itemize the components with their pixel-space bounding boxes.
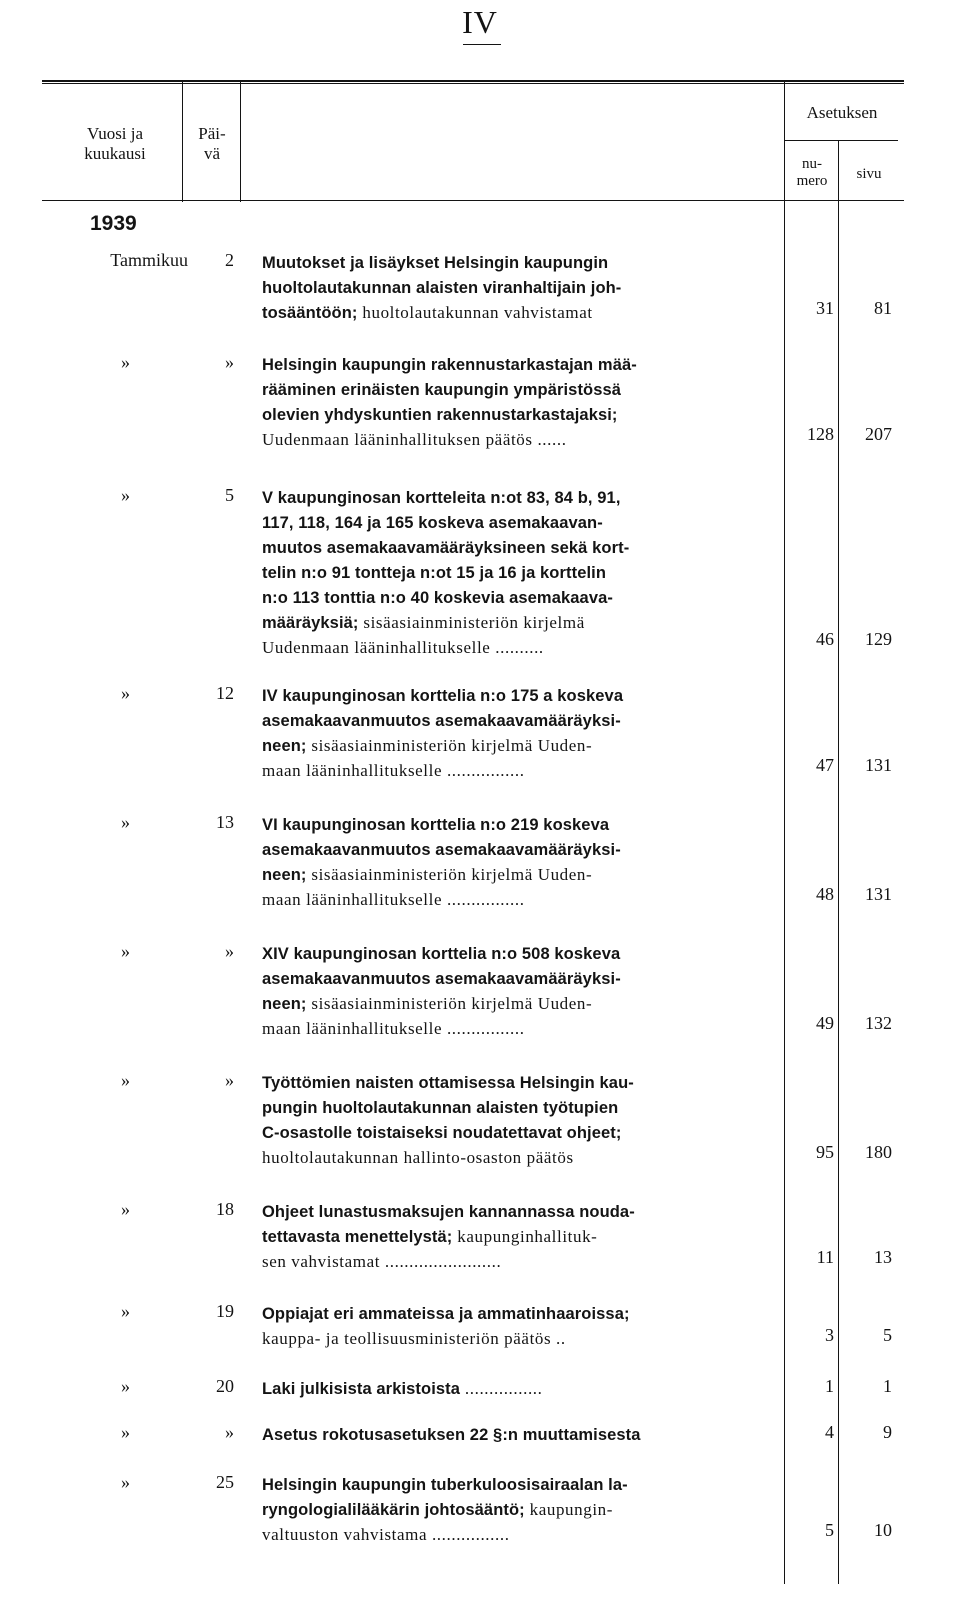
decree-number: 47 — [816, 755, 834, 775]
decree-number: 31 — [816, 298, 834, 318]
entry-title-line — [262, 733, 782, 758]
entry-month-ditto: » — [121, 1199, 130, 1219]
decree-page: 13 — [874, 1247, 892, 1267]
entry-title-bold: olevien yhdyskuntien rakennustarkastajaksi; — [262, 406, 618, 424]
entry-title-source: sisäasiainministeriön kirjelmä Uuden- — [306, 994, 593, 1013]
entry-title-line — [262, 560, 782, 585]
entry-title-line — [262, 485, 782, 510]
decree-number: 49 — [816, 1013, 834, 1033]
entry-title-source: valtuuston vahvistama ................ — [262, 1525, 510, 1544]
table-top-rule — [42, 80, 904, 82]
entry-title-source: Uudenmaan lääninhallituksen päätös ...... — [262, 430, 567, 449]
entry-day: 13 — [216, 812, 234, 832]
entry-title-line — [262, 683, 782, 708]
entry-title-line — [262, 1497, 782, 1522]
entry-day: » — [225, 1070, 234, 1090]
entry-title-bold: Muutokset ja lisäykset Helsingin kaupungin — [262, 254, 609, 272]
entry-title-line — [262, 1120, 782, 1145]
divider-day-text-header — [240, 82, 241, 202]
entry-title-line — [262, 1301, 782, 1326]
entry-title-line — [262, 1145, 782, 1170]
col-header-decree: Asetuksen — [806, 103, 878, 122]
entry-title — [262, 812, 782, 912]
entry-title-line — [262, 966, 782, 991]
decree-page: 81 — [874, 298, 892, 318]
col-header-day: Päi- vä — [198, 124, 226, 163]
entry-title-line — [262, 837, 782, 862]
page-number-underline — [463, 44, 501, 45]
entry-title-source: huoltolautakunnan hallinto-osaston päätös — [262, 1148, 574, 1167]
entry-title-line — [262, 1522, 782, 1547]
entry-month: Tammikuu — [110, 250, 188, 270]
entry-month-ditto: » — [121, 1422, 130, 1442]
entry-title-source: kaupunginhallituk- — [452, 1227, 598, 1246]
entry-title-line — [262, 1070, 782, 1095]
entry-title-line — [262, 427, 782, 452]
decree-number: 4 — [825, 1422, 834, 1442]
entry-title-line — [262, 1095, 782, 1120]
entry-title-line — [262, 535, 782, 560]
entry-title-source: maan lääninhallitukselle ................ — [262, 890, 525, 909]
entry-title-bold: rääminen erinäisten kaupungin ympäristössä — [262, 381, 622, 399]
entry-title — [262, 1422, 782, 1447]
decree-page: 180 — [865, 1142, 892, 1162]
entry-title-line — [262, 635, 782, 660]
divider-text-number — [784, 82, 785, 1584]
entry-title — [262, 1301, 782, 1351]
col-header-date: Vuosi ja kuukausi — [84, 124, 146, 163]
entry-title-bold: huoltolautakunnan alaisten viranhaltijain joh- — [262, 279, 622, 297]
col-header-page: sivu — [856, 166, 882, 182]
decree-page: 207 — [865, 424, 892, 444]
entry-title-bold: asemakaavanmuutos asemakaavamääräyksi- — [262, 712, 621, 730]
entry-title-bold: Oppiajat eri ammateissa ja ammatinhaaroissa; — [262, 1305, 630, 1323]
entry-title-source: maan lääninhallitukselle ................ — [262, 761, 525, 780]
entry-title-bold: Työttömien naisten ottamisessa Helsingin kau- — [262, 1074, 634, 1092]
page-number: IV — [462, 4, 498, 40]
entry-title-bold: Helsingin kaupungin tuberkuloosisairaalan la- — [262, 1476, 628, 1494]
entry-day: 20 — [216, 1376, 234, 1396]
entry-title-bold: Asetus rokotusasetuksen 22 §:n muuttamisesta — [262, 1426, 641, 1444]
entry-title — [262, 1376, 782, 1401]
decree-number: 11 — [816, 1247, 834, 1267]
entry-title-line — [262, 887, 782, 912]
entry-title-line — [262, 377, 782, 402]
entry-month-ditto: » — [121, 683, 130, 703]
entry-title-bold: asemakaavanmuutos asemakaavamääräyksi- — [262, 841, 621, 859]
entry-title-line — [262, 1249, 782, 1274]
decree-number: 3 — [825, 1325, 834, 1345]
entry-title — [262, 1472, 782, 1547]
entry-day: 18 — [216, 1199, 234, 1219]
entry-title-line — [262, 585, 782, 610]
decree-header-rule — [784, 140, 898, 141]
decree-number: 1 — [825, 1376, 834, 1396]
entry-title — [262, 683, 782, 783]
entry-title-bold: V kaupunginosan kortteleita n:ot 83, 84 b, 91, — [262, 489, 621, 507]
entry-title-line — [262, 510, 782, 535]
entry-title-bold: telin n:o 91 tontteja n:ot 15 ja 16 ja korttelin — [262, 564, 607, 582]
entry-day: 19 — [216, 1301, 234, 1321]
decree-page: 10 — [874, 1520, 892, 1540]
decree-number: 128 — [807, 424, 834, 444]
entry-title — [262, 1070, 782, 1170]
entry-title-bold: XIV kaupunginosan korttelia n:o 508 koskeva — [262, 945, 621, 963]
entry-title-line — [262, 1376, 782, 1401]
entry-day: 12 — [216, 683, 234, 703]
entry-title-source: maan lääninhallitukselle ................ — [262, 1019, 525, 1038]
entry-title-line — [262, 300, 782, 325]
entry-title — [262, 1199, 782, 1274]
entry-title — [262, 352, 782, 452]
decree-number: 46 — [816, 629, 834, 649]
header-bottom-rule — [42, 200, 904, 201]
entry-title — [262, 485, 782, 660]
entry-month-ditto: » — [121, 1472, 130, 1492]
col-header-number: nu- mero — [796, 156, 828, 189]
decree-page: 131 — [865, 755, 892, 775]
entry-month-ditto: » — [121, 812, 130, 832]
entry-title-bold: 117, 118, 164 ja 165 koskeva asemakaavan- — [262, 514, 603, 532]
entry-title-bold: muutos asemakaavamääräyksineen sekä kort- — [262, 539, 630, 557]
entry-title-bold: neen; — [262, 866, 307, 884]
entry-title-line — [262, 812, 782, 837]
entry-title-source: sen vahvistamat ........................ — [262, 1252, 502, 1271]
entry-title-bold: neen; — [262, 737, 307, 755]
divider-date-day-header — [182, 82, 183, 202]
entry-title-line — [262, 1199, 782, 1224]
entry-day: » — [225, 352, 234, 372]
entry-title-bold: tettavasta menettelystä; — [262, 1228, 453, 1246]
entry-title-bold: pungin huoltolautakunnan alaisten työtupien — [262, 1099, 619, 1117]
divider-number-page — [838, 140, 839, 1584]
entry-title-line — [262, 1326, 782, 1351]
entry-title-bold: määräyksiä; — [262, 614, 359, 632]
entry-day: » — [225, 1422, 234, 1442]
decree-page: 9 — [883, 1422, 892, 1442]
entry-title-bold: VI kaupunginosan korttelia n:o 219 koskeva — [262, 816, 610, 834]
entry-title-bold: C-osastolle toistaiseksi noudatettavat ohjeet; — [262, 1124, 622, 1142]
entry-title-line — [262, 708, 782, 733]
entry-month-ditto: » — [121, 1070, 130, 1090]
entry-title-source: ................ — [460, 1379, 543, 1398]
entry-month-ditto: » — [121, 352, 130, 372]
entry-title-line — [262, 402, 782, 427]
entry-title-bold: Ohjeet lunastusmaksujen kannannassa nouda- — [262, 1203, 635, 1221]
entry-title-bold: neen; — [262, 995, 307, 1013]
year-label: 1939 — [90, 212, 137, 235]
entry-title — [262, 250, 782, 325]
entry-title-source: sisäasiainministeriön kirjelmä Uuden- — [306, 865, 593, 884]
entry-title-line — [262, 862, 782, 887]
decree-page: 5 — [883, 1325, 892, 1345]
decree-page: 129 — [865, 629, 892, 649]
entry-title-source: kauppa- ja teollisuusministeriön päätös .. — [262, 1329, 566, 1348]
entry-title — [262, 941, 782, 1041]
entry-day: » — [225, 941, 234, 961]
entry-title-line — [262, 941, 782, 966]
decree-number: 5 — [825, 1520, 834, 1540]
entry-title-source: huoltolautakunnan vahvistamat — [357, 303, 593, 322]
entry-day: 25 — [216, 1472, 234, 1492]
entry-title-bold: asemakaavanmuutos asemakaavamääräyksi- — [262, 970, 621, 988]
entry-title-bold: tosääntöön; — [262, 304, 358, 322]
entry-title-line — [262, 1224, 782, 1249]
entry-month-ditto: » — [121, 485, 130, 505]
entry-title-line — [262, 1422, 782, 1447]
entry-title-line — [262, 758, 782, 783]
entry-title-source: Uudenmaan lääninhallitukselle .......... — [262, 638, 544, 657]
table-top-rule-inner — [42, 83, 904, 84]
entry-month-ditto: » — [121, 941, 130, 961]
decree-number: 95 — [816, 1142, 834, 1162]
decree-page: 132 — [865, 1013, 892, 1033]
entry-title-source: sisäasiainministeriön kirjelmä Uuden- — [306, 736, 593, 755]
entry-month-ditto: » — [121, 1301, 130, 1321]
entry-title-line — [262, 1472, 782, 1497]
entry-title-line — [262, 610, 782, 635]
entry-title-source: kaupungin- — [524, 1500, 614, 1519]
decree-page: 131 — [865, 884, 892, 904]
entry-title-line — [262, 352, 782, 377]
entry-day: 2 — [225, 250, 234, 270]
decree-page: 1 — [883, 1376, 892, 1396]
entry-title-bold: Helsingin kaupungin rakennustarkastajan mää- — [262, 356, 637, 374]
entry-title-bold: Laki julkisista arkistoista — [262, 1380, 461, 1398]
entry-title-bold: n:o 113 tonttia n:o 40 koskevia asemakaava- — [262, 589, 613, 607]
decree-number: 48 — [816, 884, 834, 904]
entry-title-line — [262, 991, 782, 1016]
entry-title-bold: IV kaupunginosan korttelia n:o 175 a koskeva — [262, 687, 624, 705]
entry-title-bold: ryngologialilääkärin johtosääntö; — [262, 1501, 525, 1519]
entry-month-ditto: » — [121, 1376, 130, 1396]
entry-title-line — [262, 1016, 782, 1041]
entry-day: 5 — [225, 485, 234, 505]
entry-title-source: sisäasiainministeriön kirjelmä — [358, 613, 585, 632]
entry-title-line — [262, 250, 782, 275]
entry-title-line — [262, 275, 782, 300]
